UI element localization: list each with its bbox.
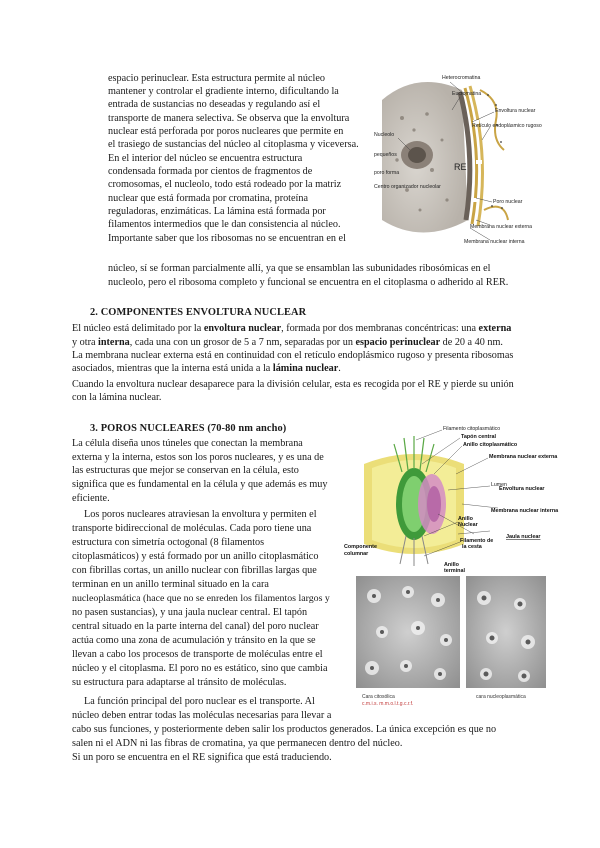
section-3-line-full: cabo sus funciones, y posteriormente deben salir los productos generados. La única excepción es que no bbox=[72, 724, 497, 735]
label-re: RE bbox=[454, 162, 467, 172]
section-3-line: nucleoplasmática (hace que no se enreden los filamentos largos y bbox=[72, 593, 330, 604]
label-small-2: poro forma bbox=[374, 170, 400, 176]
label-lumen: Lumen bbox=[491, 482, 507, 488]
section-2-line: y otra interna, cada una con un grosor de 5 a 7 nm, separadas por un espacio perinuclear de 20 a 40 nm. bbox=[72, 337, 503, 348]
section-3-line: terminan en un anillo terminal situado en la cara bbox=[72, 579, 269, 590]
section-3-line: transporte bidireccional de moléculas. Cada poro tiene una bbox=[72, 523, 312, 534]
intro-line: transporte de manera selectiva. Se observa que la envoltura bbox=[108, 113, 350, 124]
label-anillo-nuclear-1: Anillo bbox=[458, 516, 473, 522]
intro-line: mantener y controlar el gradiente interno, dificultando la bbox=[108, 86, 339, 97]
intro-line: Importante saber que los ribosomas no se encuentran en el bbox=[108, 233, 346, 244]
section-3-heading: 3. POROS NUCLEARES (70-80 nm ancho) bbox=[90, 423, 287, 434]
caption-right: cara nucleoplasmática bbox=[476, 694, 526, 700]
section-3-line: externa y la interna, estos son los poros nucleares, y es una de bbox=[72, 452, 324, 463]
caption-left-sub: c.m.i.s. m.m.o.l.t.g.c.r.f. bbox=[362, 701, 414, 707]
label-envoltura: Envoltura nuclear bbox=[495, 108, 536, 114]
intro-line: filamentos intermedios que le dan consistencia al núcleo. bbox=[108, 219, 341, 230]
section-3-line: estructura con simetría octogonal (8 filamentos bbox=[72, 537, 265, 548]
section-3-line: actúa como una zona de acumulación y tránsito en la que se bbox=[72, 635, 316, 646]
intro-line: espacio perinuclear. Esta estructura permite al núcleo bbox=[108, 73, 325, 84]
section-3-line: con fibrillas cortas, un anillo nuclear con fibrillas largas que bbox=[72, 565, 317, 576]
section-3-line-full: Si un poro se encuentra en el RE significa que está traduciendo. bbox=[72, 752, 332, 763]
micrograph-right bbox=[466, 576, 546, 688]
section-2-line: Cuando la envoltura nuclear desaparece para la división celular, esta es recogida por el RE y pierde su unión bbox=[72, 379, 514, 390]
intro-line-full: núcleo, sí se forman parcialmente allí, ya que se ensamblan las subunidades ribosómicas en el bbox=[108, 263, 491, 274]
label-membrana-interna: Membrana nuclear interna bbox=[464, 239, 525, 245]
section-3-line: significa que es fundamental en la célula y que además es muy bbox=[72, 479, 328, 490]
label-anillo-terminal-1: Anillo bbox=[444, 562, 459, 568]
label-filamento-cito: Filamento citoplasmático bbox=[443, 426, 501, 432]
label-jaula: Jaula nuclear bbox=[506, 534, 541, 540]
section-3-line: central situado en la parte interna del canal) del poro nuclear bbox=[72, 621, 319, 632]
nuclear-pore-diagram bbox=[344, 424, 559, 574]
section-3-line: La célula diseña unos túneles que conectan la membrana bbox=[72, 438, 303, 449]
section-3-line: núcleo y el citoplasma. El poro no es estático, sino que cambia bbox=[72, 663, 328, 674]
label-heterocromatina: Heterocromatina bbox=[442, 75, 481, 81]
intro-line: En el interior del núcleo se encuentra estructura bbox=[108, 153, 303, 164]
intro-line-full: nucleolo, pero el ribosoma completo y funcional se encuentra en el citoplasma o adherido al RER. bbox=[108, 277, 509, 288]
label-filamento-cesta-1: Filamento de bbox=[460, 538, 494, 544]
nucleus-diagram bbox=[372, 70, 548, 248]
section-2-line: asociados, mientras que la interna está unida a la lámina nuclear. bbox=[72, 363, 341, 374]
intro-line: el trasiego de sustancias del núcleo al citoplasma y viceversa. bbox=[108, 139, 359, 150]
intro-line: cromosomas, el nucleolo, todo está rodeado por la matriz bbox=[108, 179, 342, 190]
label-tapon-central: Tapón central bbox=[461, 434, 496, 440]
label-envoltura-nuclear: Envoltura nuclear bbox=[499, 486, 545, 492]
section-2-heading: 2. COMPONENTES ENVOLTURA NUCLEAR bbox=[90, 307, 307, 318]
label-membrana-ext: Membrana nuclear externa bbox=[489, 454, 558, 460]
intro-line: nuclear que está formada por cromatina, proteína bbox=[108, 193, 308, 204]
label-componente-1: Componente bbox=[344, 544, 377, 550]
section-3-line: su estructura para adaptarse al tránsito de moléculas. bbox=[72, 677, 287, 688]
intro-line: entrada de sustancias no deseadas y regulando así el bbox=[108, 99, 321, 110]
label-filamento-cesta-2: la cesta bbox=[462, 544, 482, 550]
section-3-line: eficiente. bbox=[72, 493, 110, 504]
section-3-line: núcleo deben entrar todas las moléculas necesarias para llevar a bbox=[72, 710, 332, 721]
label-organizador: Centro organizador nucleolar bbox=[374, 184, 441, 190]
caption-left: Cara citosólica bbox=[362, 694, 395, 700]
label-nucleolo: Nucleolo bbox=[374, 132, 395, 138]
section-2-line: La membrana nuclear externa está en continuidad con el retículo endoplásmico rugoso y presenta ribosomas bbox=[72, 350, 514, 361]
label-eucromatina: Eucromatina bbox=[452, 91, 482, 97]
section-3-line-full: salen ni el ADN ni las fibras de cromatina, ya que permanecen dentro del núcleo. bbox=[72, 738, 403, 749]
label-membrana-externa: Membrana nuclear externa bbox=[470, 224, 532, 230]
section-3-line: La función principal del poro nuclear es el transporte. Al bbox=[84, 696, 315, 707]
section-3-line: Los poros nucleares atraviesan la envoltura y permiten el bbox=[84, 509, 317, 520]
label-small-1: pequeños bbox=[374, 152, 397, 158]
intro-line: condensada formada por cientos de fragmentos de bbox=[108, 166, 313, 177]
label-reticulo: Retículo endoplásmico rugoso bbox=[472, 123, 542, 129]
label-membrana-int: Membrana nuclear interna bbox=[491, 508, 559, 514]
intro-line: reguladoras, enzimáticas. La lámina está formada por bbox=[108, 206, 326, 217]
section-2-line: con la lámina nuclear. bbox=[72, 392, 162, 403]
label-componente-2: columnar bbox=[344, 551, 369, 557]
section-3-line: citoplasmáticos) y está formado por un anillo citoplasmático bbox=[72, 551, 319, 562]
section-3-line: no pasen sustancias), y una jaula nuclear central. El tapón bbox=[72, 607, 308, 618]
label-poro-nuclear: Poro nuclear bbox=[493, 199, 523, 205]
section-3-line: las estructuras que mejor se conservan en la célula, esto bbox=[72, 465, 299, 476]
section-3-line: llevan a cabo los procesos de transporte de moléculas entre el bbox=[72, 649, 323, 660]
intro-line: nuclear está perforada por poros nucleares que permite en bbox=[108, 126, 344, 137]
section-2-line: El núcleo está delimitado por la envoltura nuclear, formada por dos membranas concéntricas: una externa bbox=[72, 323, 512, 334]
micrograph-pair bbox=[356, 576, 546, 710]
label-anillo-cito: Anillo citoplasmático bbox=[463, 442, 518, 448]
label-anillo-terminal-2: terminal bbox=[444, 568, 465, 574]
label-anillo-nuclear-2: Nuclear bbox=[458, 522, 478, 528]
